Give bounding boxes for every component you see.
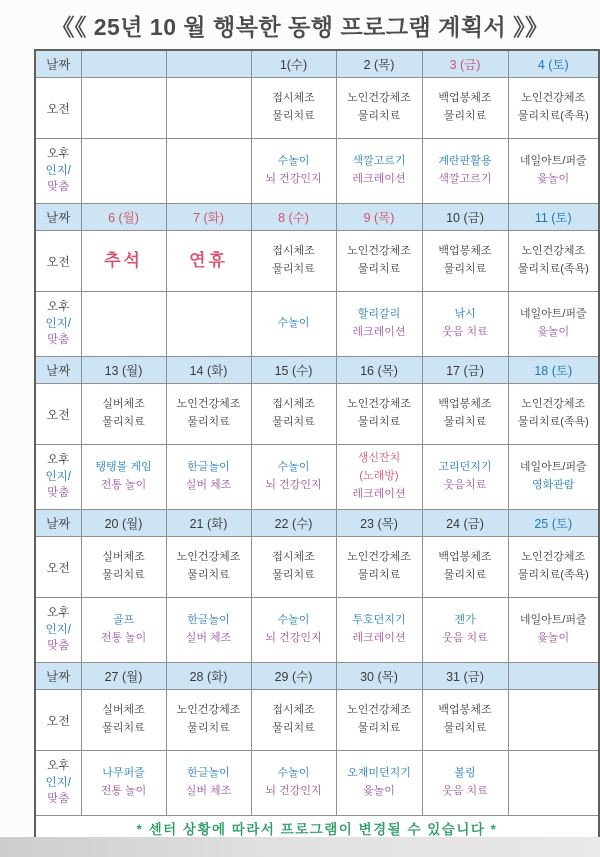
activity-line: 수놀이 bbox=[277, 155, 310, 168]
date-cell: 20 (월) bbox=[81, 510, 166, 537]
afternoon-cell bbox=[422, 751, 508, 816]
activity-line: 수놀이 bbox=[277, 461, 310, 474]
date-cell bbox=[81, 50, 166, 78]
schedule-table bbox=[34, 49, 600, 842]
afternoon-cell bbox=[166, 598, 251, 663]
morning-cell bbox=[81, 537, 166, 598]
activity-line: 물리치료 bbox=[443, 110, 487, 122]
date-cell: 27 (월) bbox=[81, 663, 166, 690]
activity-line: 색깔고르기 bbox=[352, 155, 406, 168]
morning-cell bbox=[422, 231, 508, 292]
activity-line: 백업봉체조 bbox=[438, 704, 492, 717]
row-label-date: 날짜 bbox=[35, 510, 81, 537]
activity-line: 물리치료 bbox=[102, 416, 145, 428]
activity-line: 접시체조 bbox=[272, 398, 315, 411]
activity-line: 물리치료 bbox=[272, 722, 315, 734]
activity-line: 물리치료 bbox=[272, 110, 315, 122]
morning-cell bbox=[166, 690, 251, 751]
date-row bbox=[35, 663, 599, 690]
date-cell: 16 (목) bbox=[336, 357, 422, 384]
morning-cell bbox=[508, 231, 599, 292]
activity-line: 나무퍼즐 bbox=[102, 767, 145, 780]
afternoon-cell bbox=[81, 292, 166, 357]
row-label-line: 오후 bbox=[47, 606, 70, 619]
afternoon-row bbox=[35, 445, 599, 510]
afternoon-cell bbox=[508, 445, 599, 510]
morning-cell bbox=[508, 384, 599, 445]
row-label-line: 맞춤 bbox=[47, 487, 70, 500]
row-label-morning: 오전 bbox=[35, 78, 81, 139]
activity-line: 노인건강체조 bbox=[521, 551, 586, 564]
afternoon-cell bbox=[251, 598, 336, 663]
activity-line: 물리치료 bbox=[357, 722, 401, 734]
activity-line: 낚시 bbox=[454, 308, 476, 321]
activity-line: 윷놀이 bbox=[537, 632, 570, 644]
date-cell: 14 (화) bbox=[166, 357, 251, 384]
morning-cell bbox=[251, 690, 336, 751]
activity-line: 물리치료(족욕) bbox=[517, 416, 589, 428]
activity-line: 접시체조 bbox=[272, 551, 315, 564]
activity-line: 물리치료 bbox=[102, 722, 145, 734]
morning-cell bbox=[336, 690, 422, 751]
activity-line: 물리치료(족욕) bbox=[517, 569, 589, 581]
afternoon-cell bbox=[81, 139, 166, 204]
row-label-date: 날짜 bbox=[35, 204, 81, 231]
activity-line: 노인건강체조 bbox=[347, 551, 411, 564]
activity-line: 투호던지기 bbox=[352, 614, 406, 627]
morning-row bbox=[35, 231, 599, 292]
activity-line: 수놀이 bbox=[277, 767, 310, 780]
afternoon-cell bbox=[251, 139, 336, 204]
activity-line: 레크레이션 bbox=[352, 632, 406, 644]
date-cell: 1(수) bbox=[251, 50, 336, 78]
date-cell: 17 (금) bbox=[422, 357, 508, 384]
row-label-afternoon bbox=[35, 751, 81, 816]
row-label-line: 오후 bbox=[47, 453, 70, 466]
activity-line: 물리치료 bbox=[272, 416, 315, 428]
activity-line: 백업봉체조 bbox=[438, 551, 492, 564]
row-label-line: 맞춤 bbox=[47, 181, 70, 194]
activity-line: 접시체조 bbox=[272, 245, 315, 258]
date-cell: 24 (금) bbox=[422, 510, 508, 537]
activity-line: 생신잔치 bbox=[357, 452, 401, 465]
morning-cell bbox=[422, 690, 508, 751]
date-cell: 10 (금) bbox=[422, 204, 508, 231]
activity-line: 웃음 치료 bbox=[442, 326, 488, 338]
activity-line: 골프 bbox=[112, 614, 135, 627]
activity-line: 물리치료 bbox=[272, 569, 315, 581]
date-cell: 6 (월) bbox=[81, 204, 166, 231]
activity-line: 노인건강체조 bbox=[347, 398, 411, 411]
activity-line: 뇌 건강인지 bbox=[265, 632, 322, 644]
activity-line: 노인건강체조 bbox=[521, 92, 586, 105]
activity-line: 볼링 bbox=[454, 767, 476, 780]
afternoon-row bbox=[35, 598, 599, 663]
row-label-line: 오후 bbox=[47, 147, 70, 160]
morning-cell bbox=[336, 537, 422, 598]
activity-line: 웃음 치료 bbox=[442, 785, 488, 797]
morning-cell bbox=[508, 537, 599, 598]
date-cell: 23 (목) bbox=[336, 510, 422, 537]
afternoon-cell bbox=[508, 751, 599, 816]
activity-line: (노래방) bbox=[359, 470, 399, 483]
morning-cell bbox=[81, 78, 166, 139]
afternoon-cell bbox=[508, 598, 599, 663]
morning-cell bbox=[166, 231, 251, 292]
date-cell: 3 (금) bbox=[422, 50, 508, 78]
date-row bbox=[35, 510, 599, 537]
date-row bbox=[35, 50, 599, 78]
activity-line: 물리치료 bbox=[443, 263, 487, 275]
afternoon-cell bbox=[336, 445, 422, 510]
afternoon-cell bbox=[336, 139, 422, 204]
row-label-line: 인지/ bbox=[45, 317, 71, 330]
morning-cell bbox=[81, 690, 166, 751]
activity-line: 노인건강체조 bbox=[347, 245, 411, 258]
row-label-afternoon bbox=[35, 445, 81, 510]
morning-cell bbox=[508, 78, 599, 139]
activity-line: 레크레이션 bbox=[352, 326, 406, 338]
activity-line: 실버 체조 bbox=[185, 479, 232, 491]
activity-line: 오재미던지기 bbox=[347, 767, 411, 780]
morning-cell bbox=[422, 78, 508, 139]
activity-line: 물리치료(족욕) bbox=[517, 263, 589, 275]
morning-cell bbox=[166, 384, 251, 445]
activity-line: 한글놀이 bbox=[187, 461, 230, 474]
activity-line: 실버체조 bbox=[102, 704, 145, 717]
morning-cell bbox=[251, 78, 336, 139]
activity-line: 추석 bbox=[104, 250, 143, 270]
activity-line: 노인건강체조 bbox=[176, 398, 241, 411]
afternoon-cell bbox=[251, 751, 336, 816]
afternoon-cell bbox=[508, 292, 599, 357]
date-row bbox=[35, 357, 599, 384]
row-label-line: 인지/ bbox=[45, 623, 71, 636]
activity-line: 전통 놀이 bbox=[100, 632, 147, 644]
date-cell: 28 (화) bbox=[166, 663, 251, 690]
activity-line: 윷놀이 bbox=[363, 785, 395, 797]
morning-cell bbox=[336, 231, 422, 292]
date-row bbox=[35, 204, 599, 231]
morning-cell bbox=[422, 537, 508, 598]
afternoon-cell bbox=[336, 292, 422, 357]
activity-line: 할리갈리 bbox=[357, 308, 401, 321]
activity-line: 수놀이 bbox=[277, 317, 310, 330]
date-cell: 2 (목) bbox=[336, 50, 422, 78]
activity-line: 수놀이 bbox=[277, 614, 310, 627]
activity-line: 물리치료 bbox=[102, 569, 145, 581]
date-cell: 8 (수) bbox=[251, 204, 336, 231]
row-label-line: 오후 bbox=[47, 759, 70, 772]
activity-line: 물리치료 bbox=[187, 416, 230, 428]
activity-line: 노인건강체조 bbox=[521, 398, 586, 411]
afternoon-cell bbox=[81, 751, 166, 816]
activity-line: 젠가 bbox=[454, 614, 476, 627]
activity-line: 물리치료(족욕) bbox=[517, 110, 589, 122]
morning-cell bbox=[81, 384, 166, 445]
activity-line: 한글놀이 bbox=[187, 767, 230, 780]
activity-line: 물리치료 bbox=[272, 263, 315, 275]
afternoon-cell bbox=[422, 139, 508, 204]
afternoon-cell bbox=[166, 139, 251, 204]
activity-line: 계란판활용 bbox=[438, 155, 492, 168]
morning-cell bbox=[81, 231, 166, 292]
row-label-date: 날짜 bbox=[35, 663, 81, 690]
page-title: 《《 25년 10 월 행복한 동행 프로그램 계획서 》》 bbox=[51, 14, 549, 40]
morning-cell bbox=[336, 384, 422, 445]
afternoon-cell bbox=[422, 292, 508, 357]
activity-line: 영화관람 bbox=[531, 479, 575, 491]
activity-line: 접시체조 bbox=[272, 704, 315, 717]
row-label-line: 인지/ bbox=[45, 164, 71, 177]
activity-line: 레크레이션 bbox=[352, 487, 406, 500]
activity-line: 노인건강체조 bbox=[521, 245, 586, 258]
activity-line: 실버체조 bbox=[102, 398, 145, 411]
row-label-line: 인지/ bbox=[45, 776, 71, 789]
activity-line: 네일아트/퍼즐 bbox=[519, 308, 587, 321]
date-cell: 30 (목) bbox=[336, 663, 422, 690]
activity-line: 전통 놀이 bbox=[100, 785, 147, 797]
activity-line: 레크레이션 bbox=[352, 173, 406, 185]
row-label-date: 날짜 bbox=[35, 357, 81, 384]
activity-line: 백업봉체조 bbox=[438, 245, 492, 258]
afternoon-cell bbox=[81, 598, 166, 663]
schedule-body bbox=[35, 50, 599, 816]
row-label-line: 인지/ bbox=[45, 470, 71, 483]
activity-line: 웃음 치료 bbox=[442, 632, 488, 644]
activity-line: 뇌 건강인지 bbox=[265, 785, 322, 797]
activity-line: 노인건강체조 bbox=[176, 704, 241, 717]
activity-line: 물리치료 bbox=[357, 569, 401, 581]
activity-line: 전통 놀이 bbox=[100, 479, 147, 491]
activity-line: 윷놀이 bbox=[537, 173, 570, 185]
afternoon-cell bbox=[166, 445, 251, 510]
row-label-line: 오후 bbox=[47, 300, 70, 313]
date-cell: 13 (월) bbox=[81, 357, 166, 384]
activity-line: 네일아트/퍼즐 bbox=[519, 155, 587, 168]
afternoon-cell bbox=[166, 292, 251, 357]
scan-shadow bbox=[0, 837, 600, 857]
morning-cell bbox=[422, 384, 508, 445]
date-cell: 15 (수) bbox=[251, 357, 336, 384]
date-cell: 18 (토) bbox=[508, 357, 599, 384]
activity-line: 물리치료 bbox=[357, 263, 401, 275]
morning-cell bbox=[166, 78, 251, 139]
date-cell: 31 (금) bbox=[422, 663, 508, 690]
activity-line: 노인건강체조 bbox=[347, 92, 411, 105]
activity-line: 웃음치료 bbox=[443, 479, 487, 491]
activity-line: 물리치료 bbox=[187, 569, 230, 581]
activity-line: 네일아트/퍼즐 bbox=[519, 461, 587, 474]
afternoon-row bbox=[35, 292, 599, 357]
date-cell bbox=[508, 663, 599, 690]
morning-cell bbox=[166, 537, 251, 598]
morning-cell bbox=[251, 537, 336, 598]
row-label-date: 날짜 bbox=[35, 50, 81, 78]
afternoon-cell bbox=[251, 445, 336, 510]
afternoon-row bbox=[35, 751, 599, 816]
afternoon-row bbox=[35, 139, 599, 204]
date-cell bbox=[166, 50, 251, 78]
morning-row bbox=[35, 78, 599, 139]
row-label-line: 맞춤 bbox=[47, 334, 70, 347]
activity-line: 물리치료 bbox=[357, 110, 401, 122]
morning-row bbox=[35, 690, 599, 751]
activity-line: 한글놀이 bbox=[187, 614, 230, 627]
row-label-afternoon bbox=[35, 598, 81, 663]
date-cell: 29 (수) bbox=[251, 663, 336, 690]
afternoon-cell bbox=[508, 139, 599, 204]
activity-line: 접시체조 bbox=[272, 92, 315, 105]
afternoon-cell bbox=[336, 598, 422, 663]
activity-line: 물리치료 bbox=[443, 569, 487, 581]
morning-cell bbox=[251, 231, 336, 292]
activity-line: 네일아트/퍼즐 bbox=[519, 614, 587, 627]
morning-cell bbox=[336, 78, 422, 139]
activity-line: 물리치료 bbox=[357, 416, 401, 428]
date-cell: 9 (목) bbox=[336, 204, 422, 231]
date-cell: 4 (토) bbox=[508, 50, 599, 78]
date-cell: 21 (화) bbox=[166, 510, 251, 537]
morning-row bbox=[35, 537, 599, 598]
afternoon-cell bbox=[81, 445, 166, 510]
activity-line: 연휴 bbox=[189, 250, 228, 270]
row-label-line: 맞춤 bbox=[47, 793, 70, 806]
afternoon-cell bbox=[422, 598, 508, 663]
row-label-afternoon bbox=[35, 139, 81, 204]
activity-line: 고리던지기 bbox=[438, 461, 492, 474]
row-label-morning: 오전 bbox=[35, 231, 81, 292]
date-cell: 25 (토) bbox=[508, 510, 599, 537]
date-cell: 11 (토) bbox=[508, 204, 599, 231]
activity-line: 물리치료 bbox=[443, 416, 487, 428]
activity-line: 탱탱볼 게임 bbox=[95, 461, 152, 474]
afternoon-cell bbox=[336, 751, 422, 816]
afternoon-cell bbox=[251, 292, 336, 357]
activity-line: 실버 체조 bbox=[185, 785, 232, 797]
afternoon-cell bbox=[422, 445, 508, 510]
activity-line: 백업봉체조 bbox=[438, 398, 492, 411]
activity-line: 색깔고르기 bbox=[438, 173, 492, 185]
activity-line: 뇌 건강인지 bbox=[265, 173, 322, 185]
date-cell: 7 (화) bbox=[166, 204, 251, 231]
activity-line: 물리치료 bbox=[187, 722, 230, 734]
footer-note: * 센터 상황에 따라서 프로그램이 변경될 수 있습니다 * bbox=[35, 816, 599, 842]
activity-line: 물리치료 bbox=[443, 722, 487, 734]
morning-row bbox=[35, 384, 599, 445]
activity-line: 실버 체조 bbox=[185, 632, 232, 644]
activity-line: 백업봉체조 bbox=[438, 92, 492, 105]
row-label-morning: 오전 bbox=[35, 690, 81, 751]
activity-line: 윷놀이 bbox=[537, 326, 570, 338]
activity-line: 뇌 건강인지 bbox=[265, 479, 322, 491]
row-label-line: 맞춤 bbox=[47, 640, 70, 653]
activity-line: 노인건강체조 bbox=[347, 704, 411, 717]
activity-line: 실버체조 bbox=[102, 551, 145, 564]
activity-line: 노인건강체조 bbox=[176, 551, 241, 564]
morning-cell bbox=[508, 690, 599, 751]
afternoon-cell bbox=[166, 751, 251, 816]
morning-cell bbox=[251, 384, 336, 445]
date-cell: 22 (수) bbox=[251, 510, 336, 537]
row-label-morning: 오전 bbox=[35, 537, 81, 598]
row-label-afternoon bbox=[35, 292, 81, 357]
row-label-morning: 오전 bbox=[35, 384, 81, 445]
